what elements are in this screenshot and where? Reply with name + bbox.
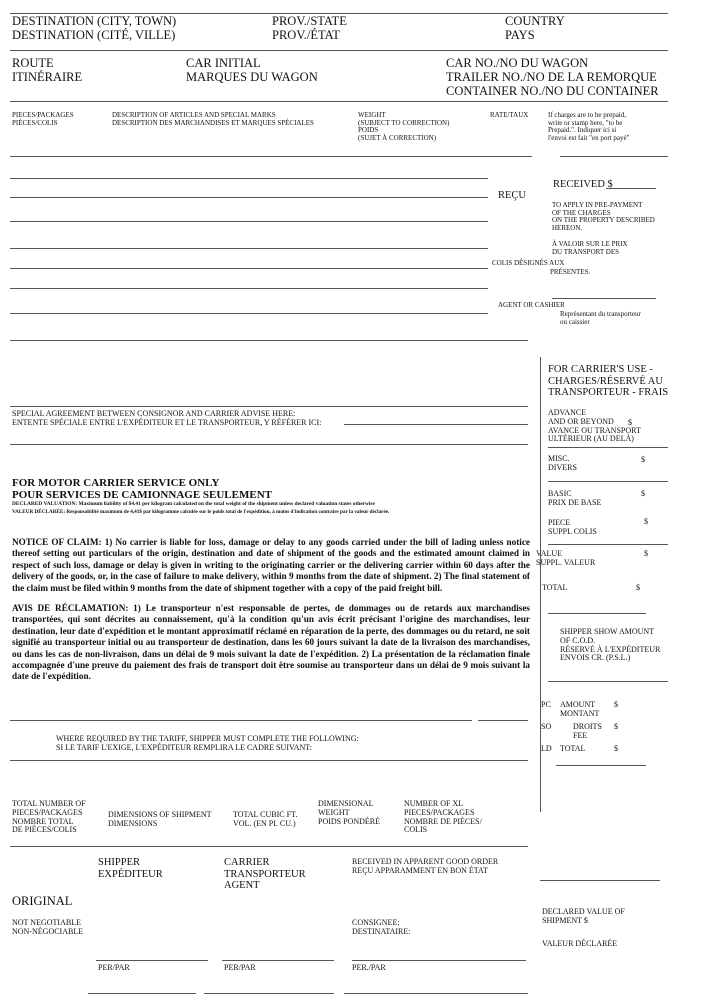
carrier-per-par: PER/PAR [224, 963, 256, 972]
valoir-text: À VALOIR SUR LE PRIX DU TRANSPORT DES [552, 240, 628, 256]
cod-ld: LD [541, 744, 552, 753]
total-cubic-ft: TOTAL CUBIC FT. VOL. (EN PI. CU.) [233, 810, 298, 828]
total-number-pieces: TOTAL NUMBER OF PIECES/PACKAGES NOMBRE TOTAL DE PIÈCES/COLIS [12, 799, 86, 835]
car-initial-label: CAR INITIAL MARQUES DU WAGON [186, 56, 318, 84]
shipper-show-cod: SHIPPER SHOW AMOUNT OF C.O.D. RÉSERVÉ À L'EXPÉDITEUR ENVOIS CR. (P.S.L.) [560, 627, 661, 663]
advance-label: ADVANCE AND OR BEYOND AVANCE OU TRANSPORT ULTÉRIEUR (AU DELÀ) [548, 408, 641, 444]
prepaid-instructions: If charges are to be prepaid, write or stamp here, "to be Prepaid.". Indiquer ici si l'envoi est fait "en port payé" [548, 111, 630, 143]
cod-amount-dollar: $ [614, 700, 618, 709]
shipper-per-par: PER/PAR [98, 963, 130, 972]
presentes-text: PRÉSENTES. [550, 268, 591, 276]
description-column-header: DESCRIPTION OF ARTICLES AND SPECIAL MARKS DESCRIPTION DES MARCHANDISES ET MARQUES SPÉCIALES [112, 111, 314, 127]
basic-dollar: $ [641, 489, 645, 498]
cod-fee-label: DROITS FEE [573, 722, 602, 740]
colis-designes-text: COLIS DÉSIGNÉS AUX [492, 259, 565, 267]
special-agreement-text: SPECIAL AGREEMENT BETWEEN CONSIGNOR AND CARRIER ADVISE HERE: ENTENTE SPÉCIALE ENTRE L'EXPÉDITEUR ET LE TRANSPORTEUR, Y RÉFÉRER ICI: [12, 409, 322, 427]
original-label: ORIGINAL [12, 894, 73, 908]
piece-label: PIECE SUPPL COLIS [548, 518, 597, 536]
received-label: RECEIVED $ [553, 179, 613, 190]
avis-reclamation-text: AVIS DE RÉCLAMATION: 1) Le transporteur n'est responsable de pertes, de dommages ou de retards aux marchandises transportées, qui sont décrites au connaissement, qu'à la condition qu'un avis écrit précisant l'origine des marchandises, leur destination, leur date d'expédition et le montant approximatif réclamé en réparation de la perte, des dommages ou du retard, ne soit signifié au transporteur initial ou au transporteur de destination, dans les 60 jours suivant la date de la livraison des marchandises, ou dans les cas de non-livraison, dans un délai de 9 mois suivant la date de l'expédition. 2) La présentation de la réclamation finale accompagnée d'une preuve du paiement des frais de transport doit être soumise au transporteur dans un délai de 9 mois suivant la date de l'expédition. [12, 603, 530, 682]
tariff-instructions: WHERE REQUIRED BY THE TARIFF, SHIPPER MUST COMPLETE THE FOLLOWING: SI LE TARIF L'EXIGE, L'EXPÉDITEUR REMPLIRA LE CADRE SUIVANT: [56, 734, 359, 752]
piece-dollar: $ [644, 517, 648, 526]
received-good-order: RECEIVED IN APPARENT GOOD ORDER REÇU APPARAMMENT EN BON ÉTAT [352, 857, 499, 875]
consignee-per-par: PER./PAR [352, 963, 386, 972]
cod-amount-label: AMOUNT MONTANT [560, 700, 600, 718]
motor-carrier-title: FOR MOTOR CARRIER SERVICE ONLY POUR SERVICES DE CAMIONNAGE SEULEMENT [12, 477, 272, 502]
representant-label: Représentant du transporteur ou caissier [560, 310, 641, 326]
number-of-xl-pieces: NUMBER OF XL PIECES/PACKAGES NOMBRE DE PIÈCES/ COLIS [404, 799, 482, 835]
dimensions-of-shipment: DIMENSIONS OF SHIPMENT DIMENSIONS [108, 810, 212, 828]
total-label: TOTAL [542, 583, 568, 592]
carrier-use-title: FOR CARRIER'S USE - CHARGES/RÉSERVÉ AU TRANSPORTEUR - FRAIS [548, 364, 669, 399]
valeur-declaree-text: VALEUR DÉCLARÉE: Responsabilité maximum de 4,41$ par kilogramme calculée sur le poids total de l'expédition, à moins d'indication contraire par la valeur déclarée. [12, 509, 390, 515]
value-label: VALUE SUPPL. VALEUR [536, 549, 596, 567]
agent-cashier-label: AGENT OR CASHIER [498, 301, 565, 309]
declared-value-shipment: DECLARED VALUE OF SHIPMENT $ [542, 907, 625, 925]
cod-fee-dollar: $ [614, 722, 618, 731]
prov-state-label: PROV./STATE PROV./ÉTAT [272, 14, 347, 42]
weight-column-header: WEIGHT (SUBJECT TO CORRECTION) POIDS (SUJET À CORRECTION) [358, 111, 450, 143]
total-dollar: $ [636, 583, 640, 592]
rate-column-header: RATE/TAUX [490, 111, 529, 119]
car-number-label: CAR NO./NO DU WAGON TRAILER NO./NO DE LA REMORQUE CONTAINER NO./NO DU CONTAINER [446, 56, 659, 98]
basic-label: BASIC PRIX DE BASE [548, 489, 602, 507]
shipper-label: SHIPPER EXPÉDITEUR [98, 857, 163, 880]
dimensional-weight: DIMENSIONAL WEIGHT POIDS PONDÉRÉ [318, 799, 381, 826]
country-label: COUNTRY PAYS [505, 14, 565, 42]
misc-dollar: $ [641, 455, 645, 464]
misc-label: MISC. DIVERS [548, 454, 577, 472]
destination-label: DESTINATION (CITY, TOWN) DESTINATION (CITÉ, VILLE) [12, 14, 177, 42]
cod-total-label: TOTAL [560, 744, 586, 753]
not-negotiable-label: NOT NEGOTIABLE NON-NÉGOCIABLE [12, 918, 84, 936]
declared-valuation-text: DECLARED VALUATION: Maximum liability of $4.41 per kilogram calculated on the total weight of the shipment unless declared valuation states otherwise [12, 501, 375, 507]
advance-dollar: $ [628, 418, 632, 427]
carrier-label: CARRIER TRANSPORTEUR AGENT [224, 857, 306, 892]
recu-label: REÇU [498, 190, 527, 201]
apply-prepayment-text: TO APPLY IN PRE-PAYMENT OF THE CHARGES ON THE PROPERTY DESCRIBED HEREON. [552, 201, 655, 233]
value-dollar: $ [644, 549, 648, 558]
pieces-column-header: PIECES/PACKAGES PIÈCES/COLIS [12, 111, 74, 127]
route-label: ROUTE ITINÉRAIRE [12, 56, 83, 84]
notice-of-claim-text: NOTICE OF CLAIM: 1) No carrier is liable for loss, damage or delay to any goods carried under the bill of lading unless notice thereof setting out particulars of the origin, destination and date of shipment of the goods and the estimated amount claimed in respect of such loss, damage or delay is given in writing to the originating carrier or the delivering carrier within 60 days after the delivery of the goods, or, in the case of failure to make delivery, within 9 months from the date of shipment. 2) The final statement of the claim must be filed within 9 months from the date of shipment together with a copy of the paid freight bill. [12, 537, 530, 593]
cod-total-dollar: $ [614, 744, 618, 753]
cod-so: SO [541, 722, 552, 731]
cod-pc: PC [541, 700, 551, 709]
consignee-label: CONSIGNEE: DESTINATAIRE: [352, 918, 411, 936]
valeur-declaree-label: VALEUR DÉCLARÉE [542, 939, 618, 948]
